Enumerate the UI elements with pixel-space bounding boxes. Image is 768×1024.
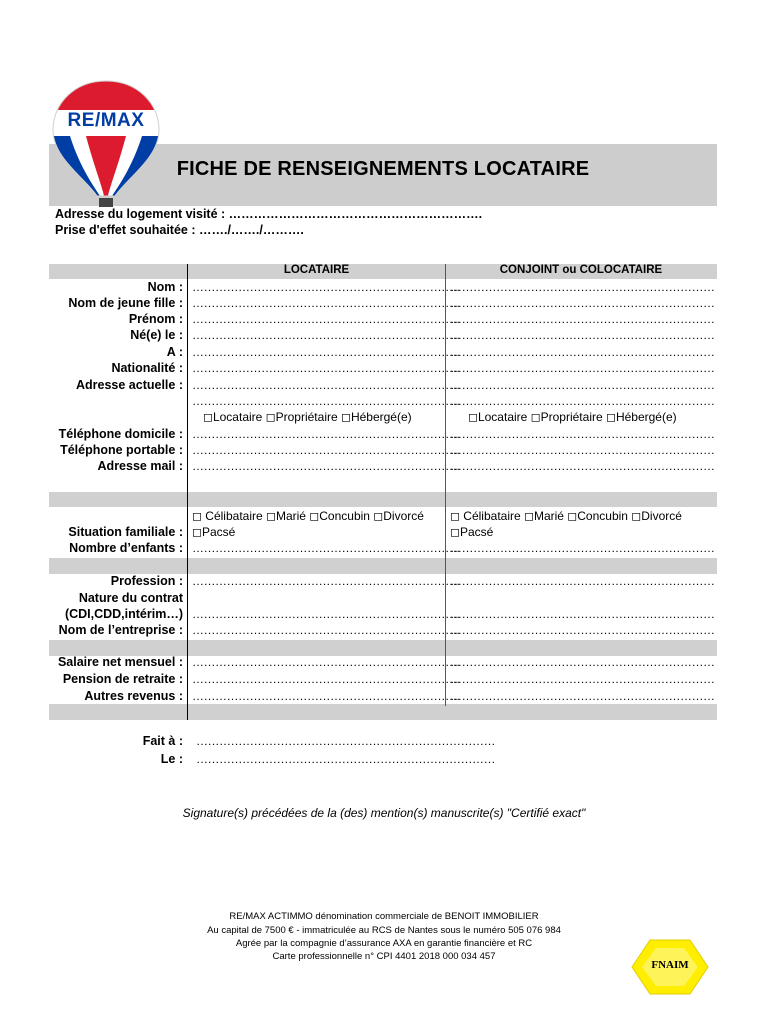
field-contrat-locataire[interactable]: ……………………………………………………………. xyxy=(192,607,460,621)
field-autres-colocataire[interactable]: …………………………………………………………… xyxy=(450,689,715,703)
field-a-locataire[interactable]: ……………………………………………………………. xyxy=(192,345,460,359)
table-divider-left xyxy=(187,264,188,720)
field-le[interactable]: …………………………………………………………………… xyxy=(196,752,495,766)
label-pension: Pension de retraite : xyxy=(62,672,183,686)
separator-band-1 xyxy=(49,492,717,507)
field-entreprise-colocataire[interactable]: …………………………………………………………… xyxy=(450,623,715,637)
housing-options-colocataire[interactable]: ◻Locataire ◻Propriétaire ◻Hébergé(e) xyxy=(468,410,677,424)
label-nom-entreprise: Nom de l’entreprise : xyxy=(58,623,183,637)
column-header-colocataire: CONJOINT ou COLOCATAIRE xyxy=(499,264,663,276)
signature-mention: Signature(s) précédées de la (des) mention(s) manuscrite(s) "Certifié exact" xyxy=(182,806,586,820)
label-adresse-mail: Adresse mail : xyxy=(97,459,183,473)
field-adresse-locataire[interactable]: ……………………………………………………………. xyxy=(192,378,460,392)
field-ne-le-locataire[interactable]: ……………………………………………………………. xyxy=(192,328,460,342)
label-le: Le : xyxy=(160,752,183,766)
label-prenom: Prénom : xyxy=(128,312,183,326)
field-prenom-locataire[interactable]: ……………………………………………………………. xyxy=(192,312,460,326)
family-options-locataire[interactable]: ◻ Célibataire ◻Marié ◻Concubin ◻Divorcé xyxy=(192,509,424,523)
field-nom-jeune-fille-locataire[interactable]: ……………………………………………………………. xyxy=(192,296,460,310)
field-tel-portable-locataire[interactable]: ……………………………………………………………. xyxy=(192,443,460,457)
label-nationalite: Nationalité : xyxy=(111,361,183,375)
remax-balloon-logo xyxy=(50,78,162,208)
footer-line-1: RE/MAX ACTIMMO dénomination commerciale de BENOIT IMMOBILIER xyxy=(229,911,539,922)
field-salaire-colocataire[interactable]: …………………………………………………………… xyxy=(450,655,715,669)
field-salaire-locataire[interactable]: ……………………………………………………………. xyxy=(192,655,460,669)
field-adresse-colocataire[interactable]: …………………………………………………………… xyxy=(450,378,715,392)
field-profession-colocataire[interactable]: …………………………………………………………… xyxy=(450,574,715,588)
label-nature-contrat: Nature du contrat xyxy=(78,591,183,605)
label-a: A : xyxy=(166,345,183,359)
field-ne-le-colocataire[interactable]: …………………………………………………………… xyxy=(450,328,715,342)
field-adresse-colocataire-line2[interactable]: …………………………………………………………… xyxy=(450,394,715,408)
housing-options-locataire[interactable]: ◻Locataire ◻Propriétaire ◻Hébergé(e) xyxy=(203,410,412,424)
family-option-pacse-colocataire[interactable]: ◻Pacsé xyxy=(450,525,494,539)
column-header-locataire: LOCATAIRE xyxy=(283,264,350,276)
label-adresse-actuelle: Adresse actuelle : xyxy=(76,378,183,392)
field-nationalite-colocataire[interactable]: …………………………………………………………… xyxy=(450,361,715,375)
field-nom-locataire[interactable]: ……………………………………………………………. xyxy=(192,280,460,294)
field-a-colocataire[interactable]: …………………………………………………………… xyxy=(450,345,715,359)
label-telephone-portable: Téléphone portable : xyxy=(60,443,183,457)
field-autres-locataire[interactable]: ……………………………………………………………. xyxy=(192,689,460,703)
field-tel-domicile-colocataire[interactable]: …………………………………………………………… xyxy=(450,427,715,441)
label-nom: Nom : xyxy=(147,280,183,294)
footer-line-3: Agrée par la compagnie d’assurance AXA en garantie financière et RC xyxy=(235,938,533,949)
label-telephone-domicile: Téléphone domicile : xyxy=(58,427,183,441)
footer-line-2: Au capital de 7500 € - immatriculée au RCS de Nantes sous le numéro 505 076 984 xyxy=(207,925,561,936)
separator-band-3 xyxy=(49,640,717,656)
field-profession-locataire[interactable]: ……………………………………………………………. xyxy=(192,574,460,588)
label-autres-revenus: Autres revenus : xyxy=(84,689,183,703)
label-type-contrat: (CDI,CDD,intérim…) xyxy=(64,607,183,621)
field-enfants-colocataire[interactable]: …………………………………………………………… xyxy=(450,541,715,555)
separator-band-4 xyxy=(49,704,717,720)
field-pension-locataire[interactable]: ……………………………………………………………. xyxy=(192,672,460,686)
remax-logo-text: RE/MAX xyxy=(67,110,145,131)
field-adresse-locataire-line2[interactable]: ……………………………………………………………. xyxy=(192,394,460,408)
field-pension-colocataire[interactable]: …………………………………………………………… xyxy=(450,672,715,686)
start-date-line: Prise d'effet souhaitée : ……./……./………. xyxy=(55,223,304,237)
fnaim-label: FNAIM xyxy=(651,959,689,971)
field-nationalite-locataire[interactable]: ……………………………………………………………. xyxy=(192,361,460,375)
field-nom-jeune-fille-colocataire[interactable]: …………………………………………………………… xyxy=(450,296,715,310)
footer-line-4: Carte professionnelle n° CPI 4401 2018 000 034 457 xyxy=(272,951,496,962)
label-nombre-enfants: Nombre d’enfants : xyxy=(69,541,183,555)
field-enfants-locataire[interactable]: ……………………………………………………………. xyxy=(192,541,460,555)
label-profession: Profession : xyxy=(110,574,183,588)
field-contrat-colocataire[interactable]: …………………………………………………………… xyxy=(450,607,715,621)
field-fait-a[interactable]: …………………………………………………………………… xyxy=(196,734,495,748)
visited-address-line: Adresse du logement visité : ……………………………………………………. xyxy=(55,207,483,221)
label-nom-jeune-fille: Nom de jeune fille : xyxy=(68,296,183,310)
label-fait-a: Fait à : xyxy=(142,734,183,748)
label-situation-familiale: Situation familiale : xyxy=(68,525,183,539)
field-nom-colocataire[interactable]: …………………………………………………………… xyxy=(450,280,715,294)
field-tel-portable-colocataire[interactable]: …………………………………………………………… xyxy=(450,443,715,457)
page-title: FICHE DE RENSEIGNEMENTS LOCATAIRE xyxy=(176,158,590,180)
separator-band-2 xyxy=(49,558,717,574)
label-ne-le: Né(e) le : xyxy=(130,328,183,342)
field-entreprise-locataire[interactable]: ……………………………………………………………. xyxy=(192,623,460,637)
field-tel-domicile-locataire[interactable]: ……………………………………………………………. xyxy=(192,427,460,441)
family-option-pacse-locataire[interactable]: ◻Pacsé xyxy=(192,525,236,539)
field-prenom-colocataire[interactable]: …………………………………………………………… xyxy=(450,312,715,326)
field-mail-locataire[interactable]: ……………………………………………………………. xyxy=(192,459,460,473)
field-mail-colocataire[interactable]: …………………………………………………………… xyxy=(450,459,715,473)
label-salaire: Salaire net mensuel : xyxy=(57,655,183,669)
family-options-colocataire[interactable]: ◻ Célibataire ◻Marié ◻Concubin ◻Divorcé xyxy=(450,509,682,523)
